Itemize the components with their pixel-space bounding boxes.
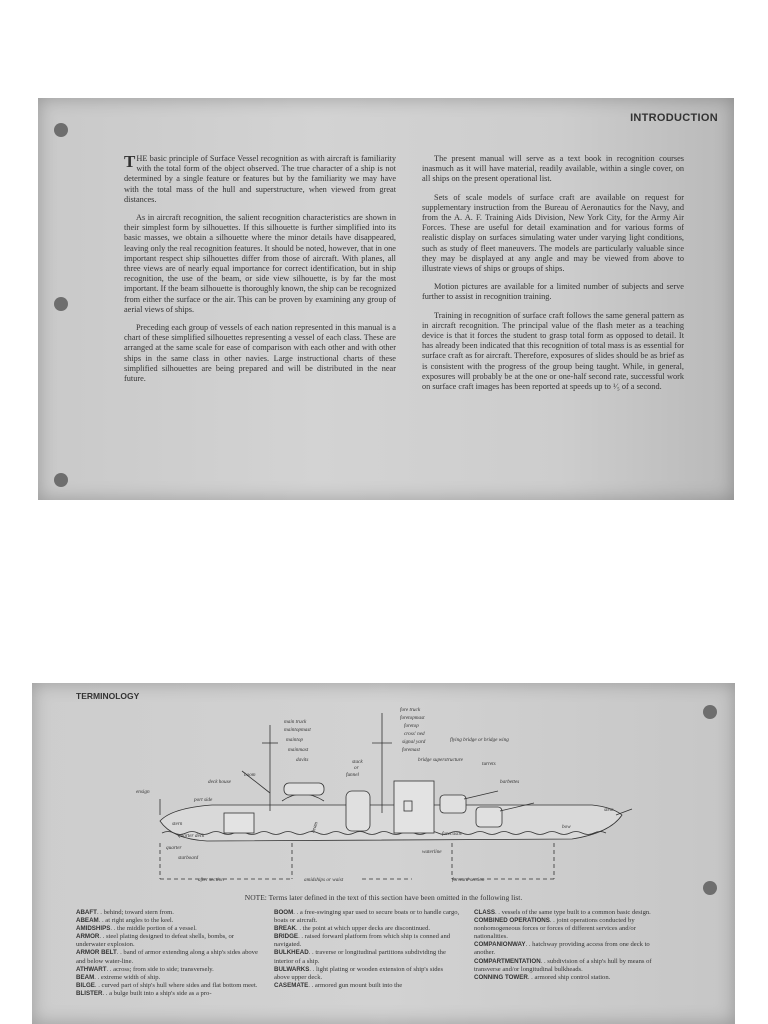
glossary-entry: CASEMATE. . armored gun mount built into the [274,981,403,989]
intro-paragraph: Sets of scale models of surface craft are available on request for supplementary instruction from the Bureau of Aeronautics for the Navy, and from the A. A. F. Training Aids Division, New York City, for the Army Air Forces. These are useful for detail examination and for various forms of realistic display on surfaces simulating water under varying light conditions, such as study of fleet maneuvers. The models are particularly valuable since they may be displayed at any angle and may be viewed from above to illustrate views of ships or groups of ships. [422,192,684,274]
label-boom: boom [244,772,256,778]
glossary-entry: BREAK. . the point at which upper decks are discontinued. [274,925,431,933]
stem-line [616,809,632,815]
terminology-page [32,683,735,1024]
label-maintop: maintop [286,737,304,743]
label-or: or [354,765,359,771]
label-stern: stern [172,821,183,827]
introduction-heading: INTRODUCTION [630,112,718,124]
label-bow: bow [562,824,571,830]
glossary-entry: AMIDSHIPS. . the middle portion of a vessel. [76,925,197,933]
label-stem: stem [604,807,614,813]
intro-paragraph: THE basic principle of Surface Vessel recognition as with aircraft is familiarity with the total form of the object observed. The true character of a ship is not determined by a single feature or features but by the familiarity we may have with the total mass of the hull and superstructure, when viewed from great distances. [124,152,396,204]
intro-paragraph: The present manual will serve as a text book in recognition courses inasmuch as it will have material, readily available, within a single cover, on all ships on the present operational list. [422,154,684,184]
binder-hole [54,297,68,311]
glossary-entry: ATHWART. . across; from side to side; transversely. [76,965,214,973]
label-maintopmast: maintopmast [284,727,311,733]
label-forecastle: forecastle [442,831,463,837]
label-ensign: ensign [136,789,150,795]
label-port-side: port side [194,797,213,803]
turret [476,807,502,827]
label-deck-house: deck house [208,779,231,785]
label-barbettes: barbettes [500,779,520,785]
label-quarter: quarter [166,845,182,851]
ship-terminology-diagram [32,683,735,893]
glossary-entry: BOOM. . a free-swinging spar used to secure boats or to handle cargo, boats or aircraft. [274,909,460,925]
intro-paragraph: Motion pictures are available for a limited number of subjects and serve further to assist in recognition training. [422,282,684,302]
glossary-entry: ARMOR. . steel plating designed to defeat shells, bombs, or underwater explosion. [76,933,234,949]
binder-hole [54,473,68,487]
glossary-entry: BULWARKS. . light plating or wooden extension of ship's sides above upper deck. [274,965,444,981]
drop-cap: T [124,152,136,171]
label-waterline: waterline [422,849,442,855]
label-starboard: starboard [178,855,199,861]
bridge-superstructure [394,781,434,833]
label-foretopmast: foretopmast [400,715,425,721]
introduction-left-column [124,154,396,392]
glossary-entry: ABAFT. . behind; toward stern from. [76,909,174,916]
intro-paragraph: As in aircraft recognition, the salient recognition characteristics are shown in their simplest form by silhouettes. If this silhouette is further simplified into its basic masses, we obtain a silhouette where the minor details have disappeared, leaving only the real recognition features. It should be noted, however, that in one important respect ship silhouettes differ from those of aircraft. With planes, all three views are of nearly equal importance for correct identification, but in ship recognition, the use of the beam, or side view silhouette, is by far the most important. If the beam silhouette is thoroughly known, the ship can be recognized from either the surface or the air. This can be proven by examining any group of aerial views of ships. [124,213,396,314]
glossary-entry: COMPARTMENTATION. . subdivision of a ship's hull by means of transverse and/or longitudinal bulkheads. [474,957,652,973]
label-funnel: funnel [346,772,359,778]
label-foretop: foretop [404,723,419,729]
label-signal-yard: signal yard [402,739,426,745]
glossary-entry: BEAM. . extreme width of ship. [76,973,161,981]
label-beam: beam [310,821,320,834]
glossary-entry: ABEAM. . at right angles to the keel. [76,917,174,925]
label-bridge-superstructure: bridge superstructure [418,757,463,763]
glossary-entry: CLASS. . vessels of the same type built to a common basic design. [474,909,651,916]
glossary-entry: BRIDGE. . raised forward platform from which ship is conned and navigated. [274,933,451,949]
label-amidships: amidships or waist [304,877,344,883]
glossary-entry: COMPANIONWAY. . hatchway providing access from one deck to another. [474,941,650,957]
label-cross-ned: cross' ned [404,731,425,737]
terminology-heading: TERMINOLOGY [76,691,140,701]
label-main-truck: main truck [284,719,307,725]
label-after-section: after section [198,877,224,883]
glossary-entry: BILGE. . curved part of ship's hull where sides and flat bottom meet. [76,981,258,989]
glossary-entry: ARMOR BELT. . band of armor extending along a ship's sides above and below water-line. [76,949,258,965]
label-quarter-deck: quarter deck [178,833,205,839]
glossary-entry: BULKHEAD. . traverse or longitudinal partitions subdividing the interior of a ship. [274,949,446,965]
glossary-entry: BLISTER. . a bulge built into a ship's side as a pro- [76,989,212,997]
label-fore-truck: fore truck [400,707,421,713]
intro-paragraph: Training in recognition of surface craft follows the same general pattern as in aircraft recognition. The principal value of the flash meter as a teaching device is that it forces the student to grasp total form as opposed to detail. It has already been indicated that this recognition of total mass is as essential for surface craft as for aircraft. Therefore, exposures of slides should be as brief as is consistent with the progress of the group being taught. While, in general, exposures will probably be at the one or one-half second rate, successful work on surface craft images has been reported at speeds up to ¹⁄₅ of a second. [422,310,684,392]
introduction-right-column [422,154,684,400]
turret [440,795,466,813]
boat [284,783,324,795]
label-forward-section: forward section [452,877,485,883]
label-flying-bridge: flying bridge or bridge wing [450,737,509,743]
label-stack: stack [352,759,363,765]
label-foremast: foremast [402,747,420,753]
deck-house [224,813,254,833]
binder-hole [54,123,68,137]
gun-barrel [464,791,498,799]
glossary-column [474,909,664,982]
glossary-entry: CONNING TOWER. . armored ship control station. [474,973,611,981]
introduction-page [38,98,734,500]
stack [346,791,370,831]
glossary-column [76,909,262,998]
intro-paragraph: Preceding each group of vessels of each nation represented in this manual is a chart of these simplified silhouettes representing a vessel of each class. These are arranged at the same scale for ease of comparison with each other and with other ships in the same class in other navies. Large instructional charts of these simplified silhouettes are being prepared and will be distributed in the near future. [124,323,396,384]
label-davits: davits [296,757,309,763]
terminology-note: NOTE: Terms later defined in the text of this section have been omitted in the following list. [244,893,523,902]
glossary-column [274,909,460,990]
label-mainmast: mainmast [288,747,309,753]
label-turrets: turrets [482,761,496,767]
glossary-entry: COMBINED OPERATIONS. . joint operations conducted by nonhomogeneous forces or forces of different services and/or nationalities. [474,917,636,941]
